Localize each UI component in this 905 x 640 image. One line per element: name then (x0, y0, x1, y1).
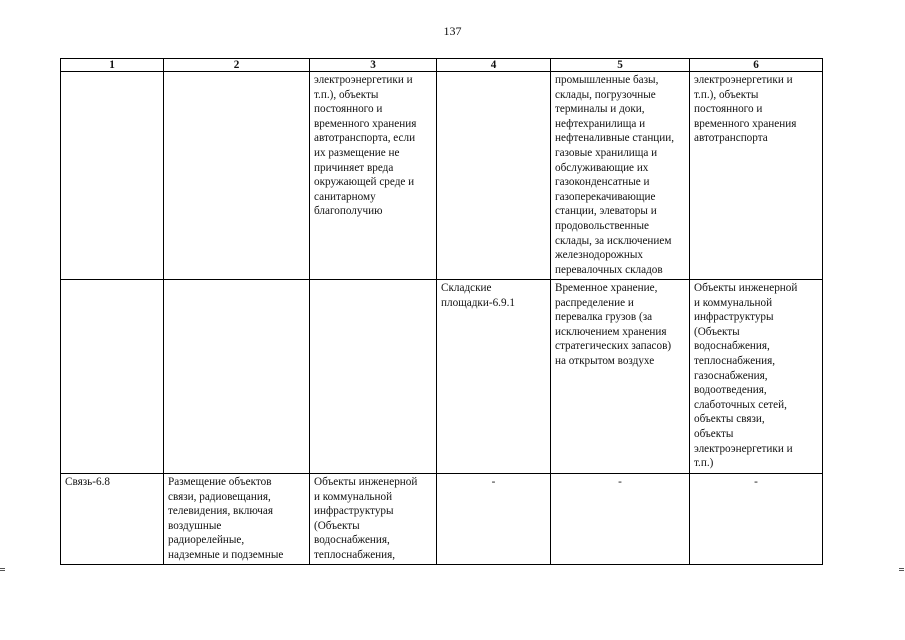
scan-edge-mark-left (0, 568, 5, 572)
table-cell: Размещение объектов связи, радиовещания, телевидения, включая воздушные радиорелейные, надземные и подземные (164, 474, 310, 565)
column-header-1: 1 (61, 59, 164, 72)
table-cell: - (551, 474, 690, 565)
table-cell: Временное хранение, распределение и перевалка грузов (за исключением хранения стратегических запасов) на открытом воздухе (551, 280, 690, 474)
table-cell: электроэнергетики и т.п.), объекты постоянного и временного хранения автотранспорта (690, 72, 823, 280)
table-row (61, 72, 823, 280)
table-cell: электроэнергетики и т.п.), объекты постоянного и временного хранения автотранспорта, если их размещение не причиняет вреда окружающей среде и санитарному благополучию (310, 72, 437, 280)
table-cell: Объекты инженерной и коммунальной инфраструктуры (Объекты водоснабжения, теплоснабжения, газоснабжения, водоотведения, слаботочных сетей, объекты связи, объекты электроэнергетики и т.п.) (690, 280, 823, 474)
column-header-2: 2 (164, 59, 310, 72)
table-cell (164, 72, 310, 280)
table-cell (61, 280, 164, 474)
land-use-table (60, 58, 823, 565)
table-cell (164, 280, 310, 474)
table-cell: Складские площадки-6.9.1 (437, 280, 551, 474)
column-header-3: 3 (310, 59, 437, 72)
column-header-6: 6 (690, 59, 823, 72)
column-header-4: 4 (437, 59, 551, 72)
table-cell (437, 72, 551, 280)
table-cell: - (690, 474, 823, 565)
table-cell: Связь-6.8 (61, 474, 164, 565)
scan-edge-mark-right (899, 568, 904, 572)
table-cell (61, 72, 164, 280)
table-row (61, 280, 823, 474)
header-row (61, 59, 823, 72)
table-cell: промышленные базы, склады, погрузочные терминалы и доки, нефтехранилища и нефтеналивные станции, газовые хранилища и обслуживающие их газоконденсатные и газоперекачивающие станции, элеваторы и продовольственные склады, за исключением железнодорожных перевалочных складов (551, 72, 690, 280)
table-cell (310, 280, 437, 474)
table-row (61, 474, 823, 565)
table-cell: - (437, 474, 551, 565)
table-cell: Объекты инженерной и коммунальной инфраструктуры (Объекты водоснабжения, теплоснабжения, (310, 474, 437, 565)
page-number: 137 (443, 24, 462, 38)
column-header-5: 5 (551, 59, 690, 72)
